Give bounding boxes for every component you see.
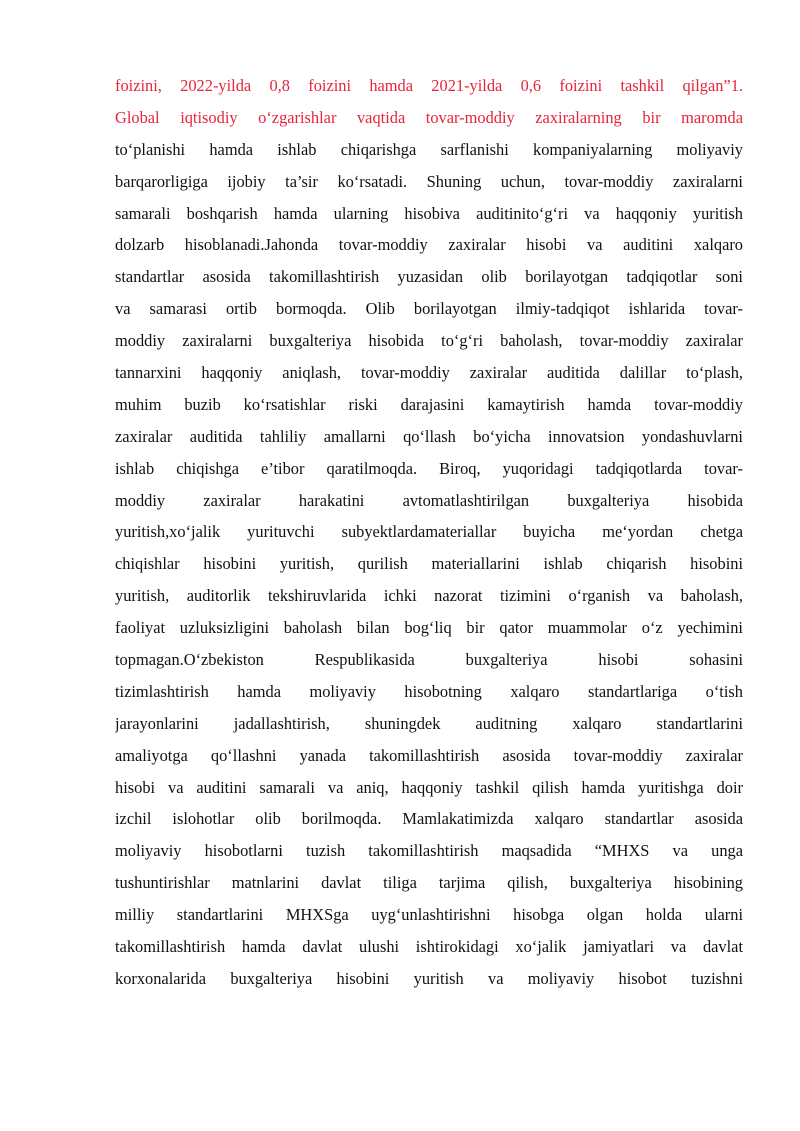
body-text: [115, 70, 743, 995]
text-line: topmagan.O‘zbekiston Respublikasida buxgalteriya hisobi sohasini: [115, 650, 743, 670]
highlighted-text-line: Global iqtisodiy o‘zgarishlar vaqtida tovar-moddiy zaxiralarning bir maromda: [115, 107, 743, 127]
text-line: milliy standartlarini MHXSga uyg‘unlashtirishni hisobga olgan holda ularni: [115, 905, 743, 925]
text-line: chiqishlar hisobini yuritish, qurilish materiallarini ishlab chiqarish hisobini: [115, 554, 743, 574]
text-line: samarali boshqarish hamda ularning hisobiva auditinito‘g‘ri va haqqoniy yuritish: [115, 203, 743, 223]
text-line: va samarasi ortib bormoqda. Olib borilayotgan ilmiy-tadqiqot ishlarida tovar-: [115, 299, 743, 319]
text-line: dolzarb hisoblanadi.Jahonda tovar-moddiy zaxiralar hisobi va auditini xalqaro: [115, 235, 743, 255]
text-line: tushuntirishlar matnlarini davlat tiliga tarjima qilish, buxgalteriya hisobining: [115, 873, 743, 893]
text-line: amaliyotga qo‘llashni yanada takomillashtirish asosida tovar-moddiy zaxiralar: [115, 745, 743, 765]
text-line: moddiy zaxiralarni buxgalteriya hisobida to‘g‘ri baholash, tovar-moddiy zaxiralar: [115, 331, 743, 351]
text-line: yuritish,xo‘jalik yurituvchi subyektlardamateriallar buyicha me‘yordan chetga: [115, 522, 743, 542]
highlighted-text-line: foizini, 2022-yilda 0,8 foizini hamda 2021-yilda 0,6 foizini tashkil qilgan”1.: [115, 76, 743, 95]
text-line: barqarorligiga ijobiy ta’sir ko‘rsatadi. Shuning uchun, tovar-moddiy zaxiralarni: [115, 171, 743, 191]
text-line: ishlab chiqishga e’tibor qaratilmoqda. Biroq, yuqoridagi tadqiqotlarda tovar-: [115, 458, 743, 478]
text-line: muhim buzib ko‘rsatishlar riski darajasini kamaytirish hamda tovar-moddiy: [115, 394, 743, 414]
text-line: korxonalarida buxgalteriya hisobini yuritish va moliyaviy hisobot tuzishni: [115, 968, 743, 988]
text-line: to‘planishi hamda ishlab chiqarishga sarflanishi kompaniyalarning moliyaviy: [115, 139, 743, 159]
text-line: standartlar asosida takomillashtirish yuzasidan olib borilayotgan tadqiqotlar soni: [115, 267, 743, 287]
text-line: moliyaviy hisobotlarni tuzish takomillashtirish maqsadida “MHXS va unga: [115, 841, 743, 861]
text-line: jarayonlarini jadallashtirish, shuningdek auditning xalqaro standartlarini: [115, 713, 743, 733]
text-line: tizimlashtirish hamda moliyaviy hisobotning xalqaro standartlariga o‘tish: [115, 681, 743, 701]
text-line: zaxiralar auditida tahliliy amallarni qo‘llash bo‘yicha innovatsion yondashuvlarni: [115, 426, 743, 446]
text-line: tannarxini haqqoniy aniqlash, tovar-moddiy zaxiralar auditida dalillar to‘plash,: [115, 363, 743, 383]
text-line: hisobi va auditini samarali va aniq, haqqoniy tashkil qilish hamda yuritishga doir: [115, 777, 743, 797]
text-line: moddiy zaxiralar harakatini avtomatlashtirilgan buxgalteriya hisobida: [115, 490, 743, 510]
text-line: takomillashtirish hamda davlat ulushi ishtirokidagi xo‘jalik jamiyatlari va davlat: [115, 937, 743, 957]
text-line: faoliyat uzluksizligini baholash bilan bog‘liq bir qator muammolar o‘z yechimini: [115, 618, 743, 638]
text-line: izchil islohotlar olib borilmoqda. Mamlakatimizda xalqaro standartlar asosida: [115, 809, 743, 829]
text-line: yuritish, auditorlik tekshiruvlarida ichki nazorat tizimini o‘rganish va baholash,: [115, 586, 743, 606]
